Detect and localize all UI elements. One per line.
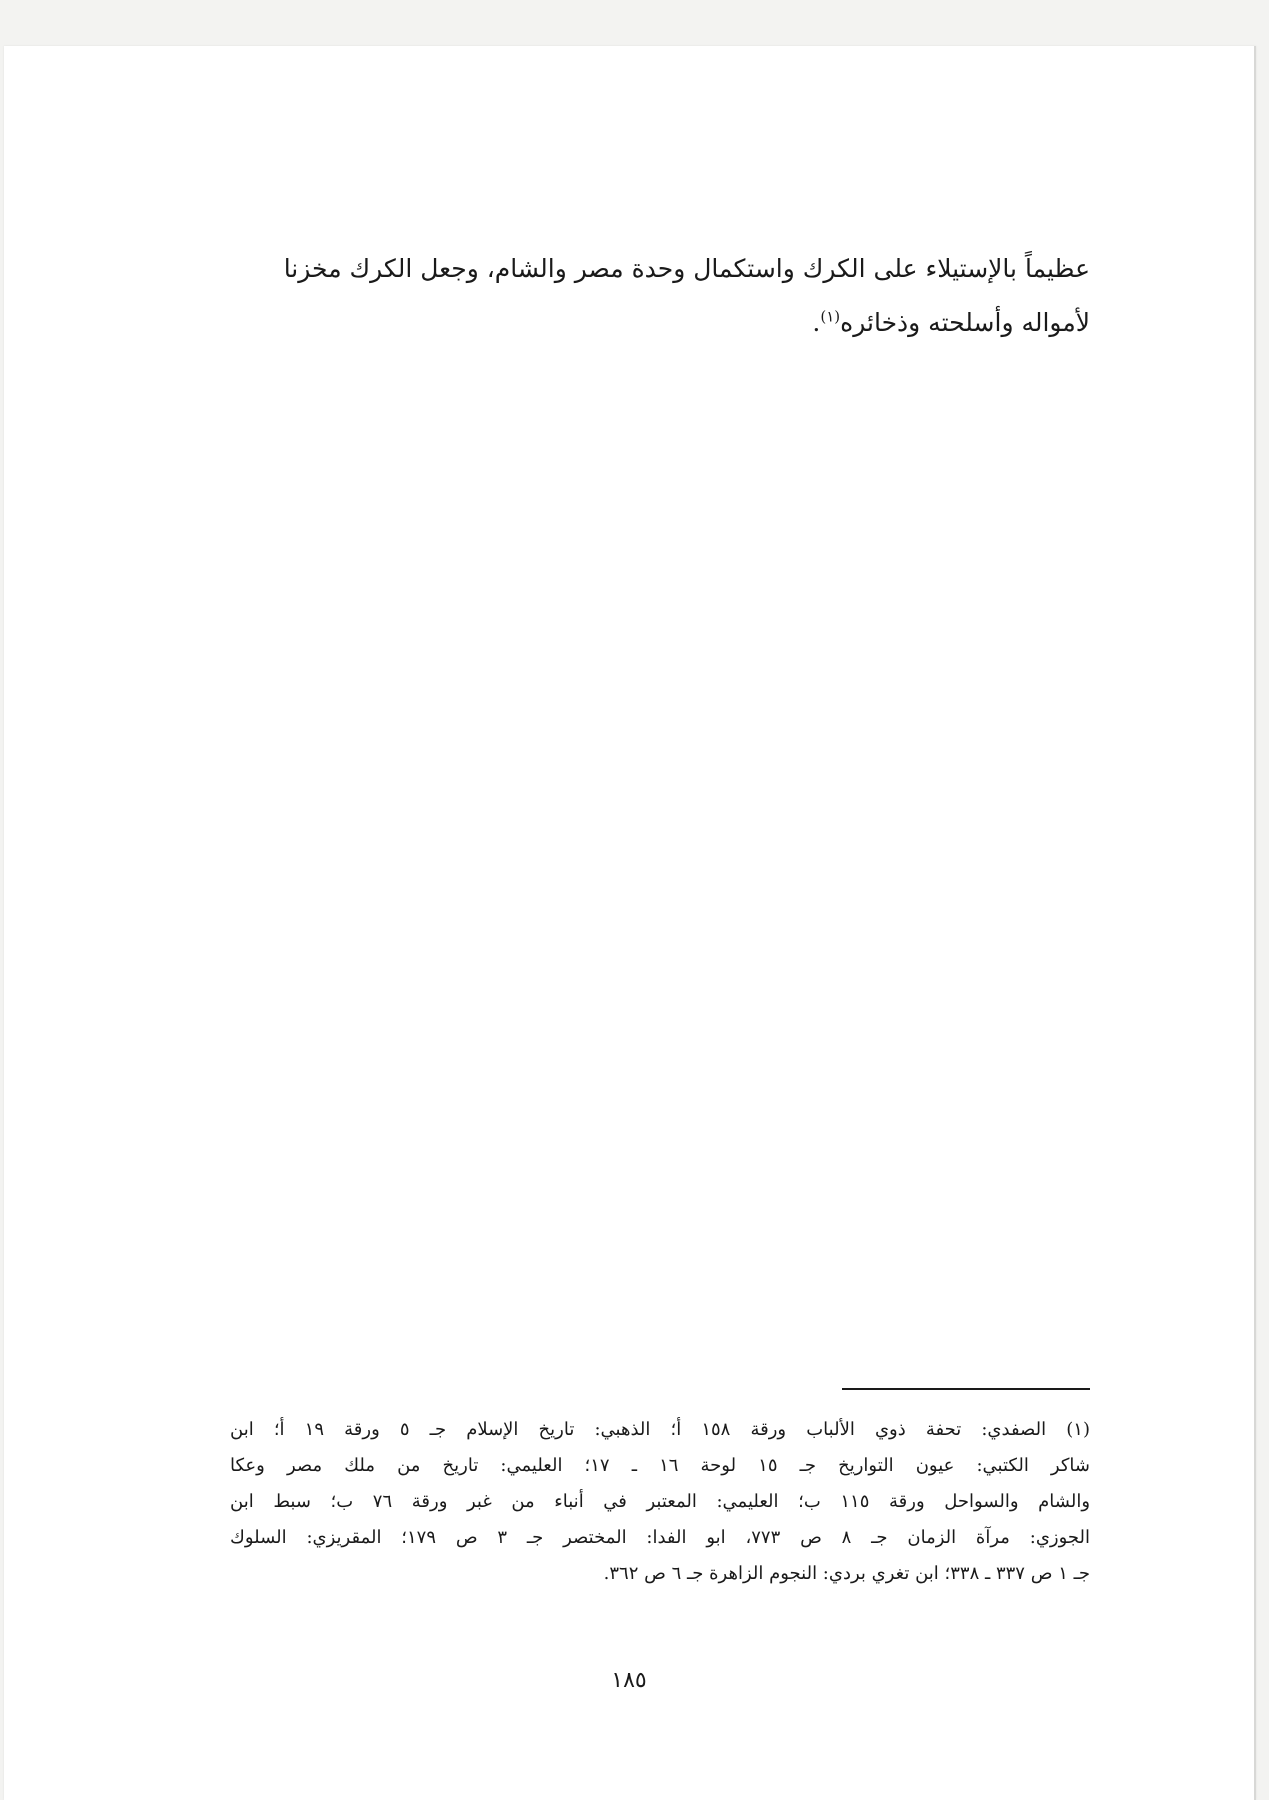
body-line-1: عظيماً بالإستيلاء على الكرك واستكمال وحدة مصر والشام، وجعل الكرك مخزنا <box>283 254 1090 283</box>
footnote-line-3: والشام والسواحل ورقة ١١٥ ب؛ العليمي: المعتبر في أنباء من غبر ورقة ٧٦ ب؛ سبط ابن <box>230 1491 1090 1512</box>
body-line-2-text: لأمواله وأسلحته وذخائره <box>840 308 1090 337</box>
footnote-line-2: شاكر الكتبي: عيون التواريخ جـ ١٥ لوحة ١٦ ـ ١٧؛ العليمي: تاريخ من ملك مصر وعكا <box>230 1455 1090 1476</box>
footnote-reference[interactable]: (١) <box>820 307 841 326</box>
body-line-2-period: . <box>812 308 821 337</box>
footnote-line-1: (١) الصفدي: تحفة ذوي الألباب ورقة ١٥٨ أ؛ الذهبي: تاريخ الإسلام جـ ٥ ورقة ١٩ أ؛ ابن <box>230 1419 1090 1440</box>
body-line-2 <box>200 296 1090 350</box>
footnote-separator <box>842 1388 1090 1390</box>
page-number: ١٨٥ <box>611 1668 647 1693</box>
footnote-line-4: الجوزي: مرآة الزمان جـ ٨ ص ٧٧٣، ابو الفدا: المختصر جـ ٣ ص ١٧٩؛ المقريزي: السلوك <box>230 1527 1090 1548</box>
document-page <box>4 46 1256 1800</box>
body-paragraph <box>200 242 1090 350</box>
footnote-line-5: جـ ١ ص ٣٣٧ ـ ٣٣٨؛ ابن تغري بردي: النجوم الزاهرة جـ ٦ ص ٣٦٢. <box>603 1563 1090 1584</box>
footnotes <box>230 1412 1090 1592</box>
